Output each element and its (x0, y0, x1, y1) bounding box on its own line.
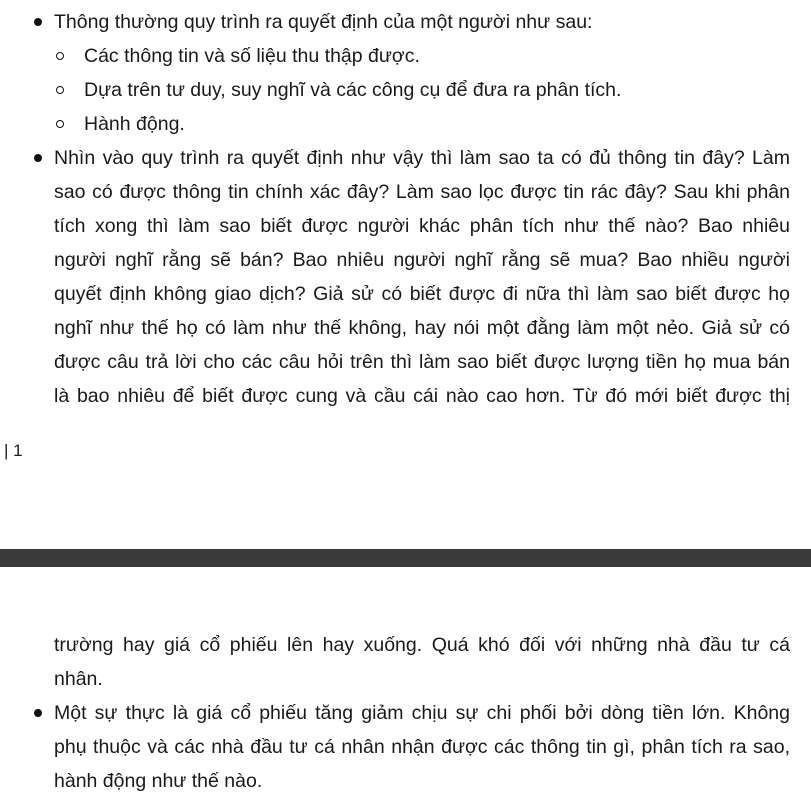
circle-bullet-icon (56, 120, 64, 128)
paragraph-line: tích xong thì làm sao biết được người khác phân tích như thế nào? Bao nhiêu (54, 215, 790, 237)
bullet-icon (34, 154, 42, 162)
paragraph-line: sao có được thông tin chính xác đây? Làm sao lọc được tin rác đây? Sau khi phân (54, 181, 790, 203)
paragraph-line: được câu trả lời cho các câu hỏi trên thì làm sao biết được lượng tiền họ mua bán (54, 351, 790, 373)
paragraph-line: quyết định không giao dịch? Giả sử có biết được đi nữa thì làm sao biết được họ (54, 283, 790, 305)
paragraph-line: Một sự thực là giá cổ phiếu tăng giảm chịu sự chi phối bởi dòng tiền lớn. Không (54, 702, 790, 724)
circle-bullet-icon (56, 52, 64, 60)
paragraph-line: nhân. (54, 668, 103, 690)
document-page-2 (0, 567, 811, 802)
bullet-icon (34, 709, 42, 717)
sub-list-item: Hành động. (84, 113, 185, 135)
circle-bullet-icon (56, 86, 64, 94)
page-separator (0, 549, 811, 567)
paragraph-line: phụ thuộc và các nhà đầu tư cá nhân nhận được các thông tin gì, phân tích ra sao, (54, 736, 790, 758)
bullet-item: Thông thường quy trình ra quyết định của một người như sau: (54, 11, 593, 33)
paragraph-line: người nghĩ rằng sẽ bán? Bao nhiêu người nghĩ rằng sẽ mua? Bao nhiều người (54, 249, 790, 271)
sub-list-item: Các thông tin và số liệu thu thập được. (84, 45, 420, 67)
page-number: | 1 (4, 441, 23, 460)
paragraph-line: hành động như thế nào. (54, 770, 263, 792)
paragraph-line: nghĩ như thế họ có làm như thế không, hay nói một đằng làm một nẻo. Giả sử có (54, 317, 790, 339)
paragraph-line: là bao nhiêu để biết được cung và cầu cái nào cao hơn. Từ đó mới biết được thị (54, 385, 790, 407)
bullet-icon (34, 18, 42, 26)
paragraph-line: trường hay giá cổ phiếu lên hay xuống. Quá khó đối với những nhà đầu tư cá (54, 634, 790, 656)
sub-list-item: Dựa trên tư duy, suy nghĩ và các công cụ để đưa ra phân tích. (84, 79, 622, 101)
paragraph-line: Nhìn vào quy trình ra quyết định như vậy thì làm sao ta có đủ thông tin đây? Làm (54, 147, 790, 169)
